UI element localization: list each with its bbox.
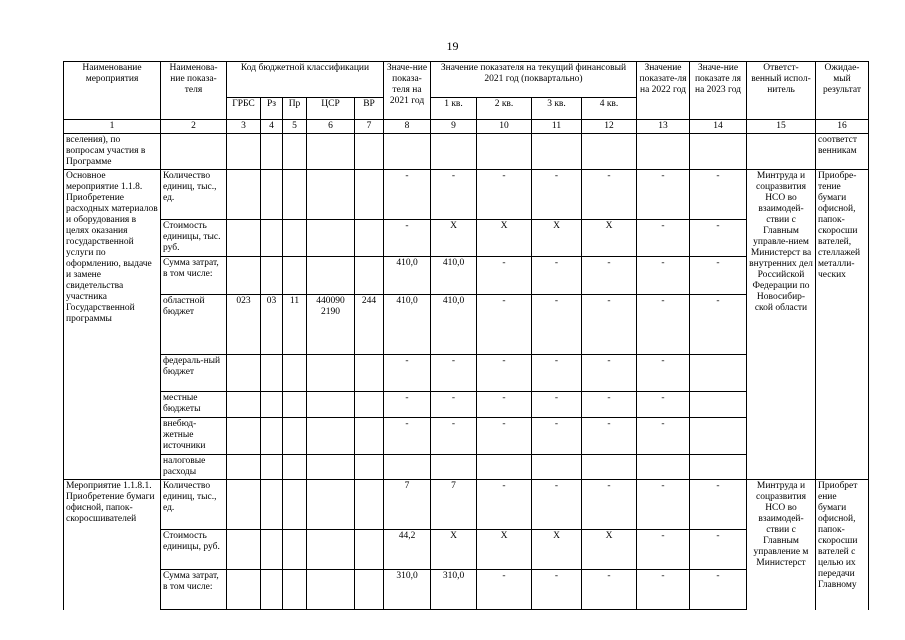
cell-v2022: -	[637, 295, 690, 355]
column-number: 10	[477, 120, 532, 134]
cell-q4: -	[582, 170, 637, 220]
header-rz: Рз	[261, 98, 283, 120]
cell-grbs	[227, 355, 261, 392]
header-value-2023: Значе-ние показате ля на 2023 год	[690, 62, 747, 120]
cell-v2022	[637, 455, 690, 480]
indicator-cell: Сумма затрат, в том числе:	[161, 257, 227, 295]
header-responsible: Ответст-венный испол-нитель	[747, 62, 816, 120]
cell-rz	[261, 257, 283, 295]
cell-grbs	[227, 455, 261, 480]
column-number: 14	[690, 120, 747, 134]
cell-csr	[307, 170, 355, 220]
cell-v2022: -	[637, 355, 690, 392]
header-name: Наименование мероприятия	[64, 62, 161, 120]
cell-q4: Х	[582, 530, 637, 570]
cell-q3: -	[532, 480, 582, 530]
cell-q1	[431, 455, 477, 480]
indicator-cell: федераль-ный бюджет	[161, 355, 227, 392]
cell-v2022: -	[637, 220, 690, 257]
cell-q2: -	[477, 257, 532, 295]
cell-q2: Х	[477, 220, 532, 257]
cell-q4: -	[582, 480, 637, 530]
cell-q1: 7	[431, 480, 477, 530]
page-number: 19	[446, 39, 459, 53]
cell-grbs	[227, 530, 261, 570]
cell-csr	[307, 257, 355, 295]
cell-vr	[355, 392, 384, 418]
cell-v2021: -	[384, 418, 431, 455]
indicator-cell: Количество единиц, тыс., ед.	[161, 170, 227, 220]
cell-v2021: 7	[384, 480, 431, 530]
cell-q3: -	[532, 295, 582, 355]
cell-v2022: -	[637, 530, 690, 570]
header-value-2022: Значение показате-ля на 2022 год	[637, 62, 690, 120]
cell-q4: -	[582, 392, 637, 418]
cell-csr: 440090 2190	[307, 295, 355, 355]
header-budget-code: Код бюджетной классификации	[227, 62, 384, 98]
cell-v2023: -	[690, 220, 747, 257]
cell-q4: -	[582, 295, 637, 355]
column-number: 1	[64, 120, 161, 134]
header-q4: 4 кв.	[582, 98, 637, 120]
cell-rz	[261, 480, 283, 530]
cell-q2	[477, 455, 532, 480]
column-number: 15	[747, 120, 816, 134]
cell-vr	[355, 480, 384, 530]
cell-v2021: -	[384, 170, 431, 220]
column-number: 16	[816, 120, 869, 134]
cell-q3	[532, 455, 582, 480]
cell-csr	[307, 570, 355, 610]
cell-q4: -	[582, 257, 637, 295]
cell-grbs	[227, 480, 261, 530]
header-vr: ВР	[355, 98, 384, 120]
budget-table	[63, 61, 869, 610]
activity-name: Мероприятие 1.1.8.1. Приобретение бумаги офисной, папок-скоросшивателей	[64, 480, 161, 610]
cell-vr	[355, 418, 384, 455]
cell-v2021: -	[384, 392, 431, 418]
cell-v2023: -	[690, 480, 747, 530]
cell-v2023: -	[690, 257, 747, 295]
indicator-cell: областной бюджет	[161, 295, 227, 355]
table-row	[64, 170, 869, 220]
cell-v2023: -	[690, 295, 747, 355]
header-current-year: Значение показателя на текущий финансовый 2021 год (поквартально)	[431, 62, 637, 98]
cell-q3: Х	[532, 530, 582, 570]
cell-rz	[261, 220, 283, 257]
cell-v2022: -	[637, 570, 690, 610]
header-value-2021: Значе-ние показа-теля на 2021 год	[384, 62, 431, 120]
cell-grbs	[227, 220, 261, 257]
cell-pr	[283, 355, 307, 392]
header-expected: Ожидае-мый результат	[816, 62, 869, 120]
cell-pr	[283, 530, 307, 570]
indicator-cell: местные бюджеты	[161, 392, 227, 418]
cell-csr	[307, 530, 355, 570]
cell-rz	[261, 530, 283, 570]
cell-pr	[283, 220, 307, 257]
cell-v2023	[690, 418, 747, 455]
table-row	[64, 480, 869, 530]
expected-result-cell: Приобре-тение бумаги офисной, папок-скоросши вателей, стеллажей металли-ческих	[816, 170, 869, 480]
column-number: 13	[637, 120, 690, 134]
cell-q3: -	[532, 392, 582, 418]
cell-grbs	[227, 392, 261, 418]
cell-rz	[261, 455, 283, 480]
cell-q2: -	[477, 418, 532, 455]
column-number-row	[64, 120, 869, 134]
cell-v2023	[690, 455, 747, 480]
cell-csr	[307, 418, 355, 455]
cell-v2023: -	[690, 170, 747, 220]
cell-q2: Х	[477, 530, 532, 570]
cell-q4: -	[582, 355, 637, 392]
cell-pr: 11	[283, 295, 307, 355]
cell-csr	[307, 480, 355, 530]
cell-v2021: -	[384, 220, 431, 257]
cell-rz	[261, 355, 283, 392]
cell-v2021: 44,2	[384, 530, 431, 570]
cell-pr	[283, 170, 307, 220]
cell-q2: -	[477, 570, 532, 610]
cell-vr	[355, 257, 384, 295]
cell-vr	[355, 530, 384, 570]
header-csr: ЦСР	[307, 98, 355, 120]
cell-q1: 410,0	[431, 257, 477, 295]
cell-rz	[261, 392, 283, 418]
cell-q1: -	[431, 418, 477, 455]
cell-rz	[261, 570, 283, 610]
cell-csr	[307, 220, 355, 257]
cell-pr	[283, 455, 307, 480]
column-number: 7	[355, 120, 384, 134]
cell-q3: Х	[532, 220, 582, 257]
column-number: 12	[582, 120, 637, 134]
carry-row	[64, 134, 869, 170]
cell-grbs	[227, 570, 261, 610]
cell-pr	[283, 392, 307, 418]
indicator-cell: Сумма затрат, в том числе:	[161, 570, 227, 610]
cell-grbs	[227, 170, 261, 220]
cell-v2022: -	[637, 418, 690, 455]
cell-vr	[355, 455, 384, 480]
cell-rz: 03	[261, 295, 283, 355]
cell-q2: -	[477, 480, 532, 530]
column-number: 5	[283, 120, 307, 134]
header-pr: Пр	[283, 98, 307, 120]
cell-v2023	[690, 392, 747, 418]
cell-pr	[283, 480, 307, 530]
cell-q1: -	[431, 392, 477, 418]
cell-vr	[355, 570, 384, 610]
cell-q2: -	[477, 170, 532, 220]
column-number: 9	[431, 120, 477, 134]
cell-q1: -	[431, 170, 477, 220]
cell-q3: -	[532, 257, 582, 295]
activity-name: Основное мероприятие 1.1.8. Приобретение расходных материалов и оборудования в целях оказания государственной услуги по оформлению, выдаче и замене свидетельства участника Государственной программы	[64, 170, 161, 480]
header-q3: 3 кв.	[532, 98, 582, 120]
cell-q3: -	[532, 170, 582, 220]
cell-q4: -	[582, 570, 637, 610]
column-number: 8	[384, 120, 431, 134]
cell-q4: Х	[582, 220, 637, 257]
column-number: 11	[532, 120, 582, 134]
cell-pr	[283, 418, 307, 455]
cell-v2022: -	[637, 480, 690, 530]
cell-v2022: -	[637, 170, 690, 220]
cell-q1: Х	[431, 530, 477, 570]
cell-q2: -	[477, 355, 532, 392]
carry-name: вселения), по вопросам участия в Программе	[64, 134, 161, 170]
cell-csr	[307, 455, 355, 480]
cell-q3: -	[532, 570, 582, 610]
responsible-cell: Минтруда и соцразвития НСО во взаимодей-ствии с Главным управле-нием Министерст ва внутренних дел Российской Федерации по Новосибир-ской области	[747, 170, 816, 480]
indicator-cell: налоговые расходы	[161, 455, 227, 480]
header-grbs: ГРБС	[227, 98, 261, 120]
column-number: 3	[227, 120, 261, 134]
cell-v2021	[384, 455, 431, 480]
cell-vr	[355, 220, 384, 257]
cell-q1: 310,0	[431, 570, 477, 610]
cell-v2021: 410,0	[384, 257, 431, 295]
cell-q4: -	[582, 418, 637, 455]
cell-q3: -	[532, 355, 582, 392]
cell-v2023: -	[690, 570, 747, 610]
cell-v2023: -	[690, 530, 747, 570]
cell-q3: -	[532, 418, 582, 455]
cell-q4	[582, 455, 637, 480]
cell-pr	[283, 570, 307, 610]
indicator-cell: внебюд-жетные источники	[161, 418, 227, 455]
header-q2: 2 кв.	[477, 98, 532, 120]
cell-q1: 410,0	[431, 295, 477, 355]
cell-v2022: -	[637, 392, 690, 418]
indicator-cell: Стоимость единицы, руб.	[161, 530, 227, 570]
cell-v2021: 410,0	[384, 295, 431, 355]
column-number: 6	[307, 120, 355, 134]
indicator-cell: Стоимость единицы, тыс. руб.	[161, 220, 227, 257]
cell-grbs	[227, 418, 261, 455]
cell-grbs: 023	[227, 295, 261, 355]
cell-q2: -	[477, 392, 532, 418]
column-number: 2	[161, 120, 227, 134]
cell-vr	[355, 170, 384, 220]
carry-expected: соответст венникам	[816, 134, 869, 170]
cell-pr	[283, 257, 307, 295]
cell-q2: -	[477, 295, 532, 355]
cell-v2021: 310,0	[384, 570, 431, 610]
cell-q1: -	[431, 355, 477, 392]
cell-grbs	[227, 257, 261, 295]
cell-csr	[307, 355, 355, 392]
cell-v2021: -	[384, 355, 431, 392]
indicator-cell: Количество единиц, тыс., ед.	[161, 480, 227, 530]
cell-q1: Х	[431, 220, 477, 257]
cell-csr	[307, 392, 355, 418]
expected-result-cell: Приобрет ение бумаги офисной, папок-скоросши вателей с целью их передачи Главному	[816, 480, 869, 610]
column-number: 4	[261, 120, 283, 134]
cell-vr	[355, 355, 384, 392]
responsible-cell: Минтруда и соцразвития НСО во взаимодей-ствии с Главным управление м Министерст	[747, 480, 816, 610]
cell-v2022: -	[637, 257, 690, 295]
cell-v2023	[690, 355, 747, 392]
cell-rz	[261, 170, 283, 220]
header-q1: 1 кв.	[431, 98, 477, 120]
cell-rz	[261, 418, 283, 455]
cell-vr: 244	[355, 295, 384, 355]
header-indicator: Наименова-ние показа-теля	[161, 62, 227, 120]
